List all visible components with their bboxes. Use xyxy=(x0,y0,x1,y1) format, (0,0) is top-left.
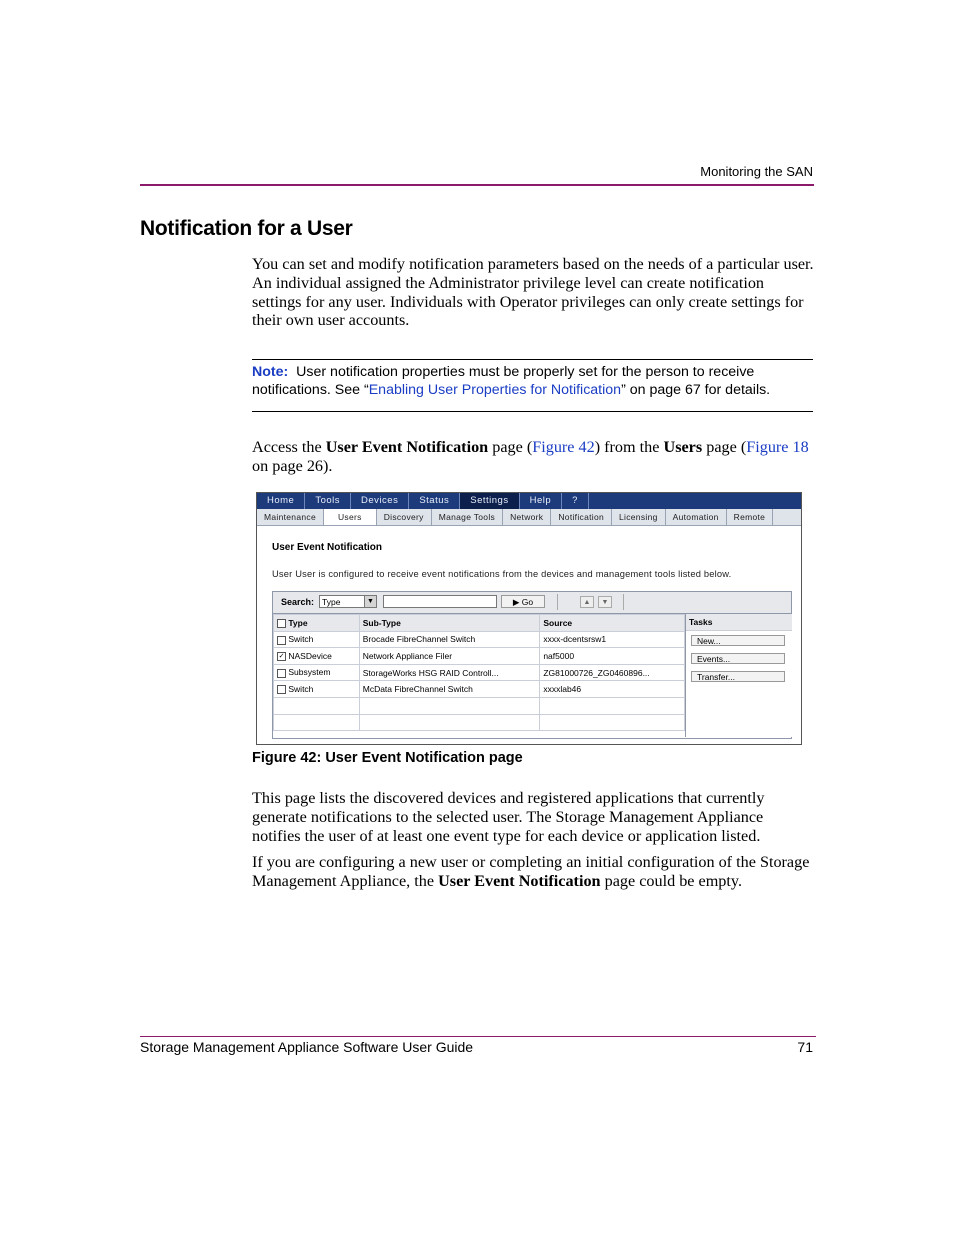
row-source: xxxx-dcentsrsw1 xyxy=(540,631,685,648)
new-button[interactable]: New... xyxy=(691,635,785,646)
top-tab-status[interactable]: Status xyxy=(409,493,460,509)
source-column-header[interactable]: Source xyxy=(540,615,685,632)
row-checkbox[interactable] xyxy=(277,685,286,694)
row-checkbox[interactable]: ✓ xyxy=(278,653,285,661)
sub-tab-maintenance[interactable]: Maintenance xyxy=(257,509,324,525)
tasks-header: Tasks xyxy=(686,614,792,631)
transfer-button[interactable]: Transfer... xyxy=(691,671,785,682)
note-text-after: ” on page 67 for details. xyxy=(621,381,771,398)
row-subtype: McData FibreChannel Switch xyxy=(359,681,540,698)
toolbar-separator xyxy=(557,594,558,610)
top-tab-settings[interactable]: Settings xyxy=(460,493,519,509)
note-link[interactable]: Enabling User Properties for Notification xyxy=(368,381,622,398)
figure-18-link[interactable]: Figure 18 xyxy=(746,438,809,456)
top-nav xyxy=(257,493,801,509)
note-bottom-rule xyxy=(252,411,813,412)
section-title: Notification for a User xyxy=(140,217,353,240)
text-run: ) from the xyxy=(594,438,664,456)
row-checkbox[interactable] xyxy=(277,669,286,678)
empty-row xyxy=(274,697,685,714)
sub-tab-licensing[interactable]: Licensing xyxy=(612,509,666,525)
text-run: page could be empty. xyxy=(600,871,742,890)
intro-paragraph: You can set and modify notification parameters based on the needs of a particular user. An individual assigned the Administrator privilege level can create notification settings for any user. Individuals with Operator privileges can only create settings for their own user accounts. xyxy=(252,255,814,330)
notification-panel xyxy=(272,591,792,739)
sub-tab-manage-tools[interactable]: Manage Tools xyxy=(432,509,503,525)
bold-run: Users xyxy=(663,438,703,456)
dropdown-arrow-icon: ▼ xyxy=(364,596,376,607)
sub-tab-users[interactable]: Users xyxy=(324,509,377,525)
header-rule xyxy=(140,184,814,186)
note-box xyxy=(252,364,813,399)
bold-run: User Event Notification xyxy=(438,871,601,890)
figure-caption: Figure 42: User Event Notification page xyxy=(252,750,523,766)
sub-tab-remote[interactable]: Remote xyxy=(727,509,774,525)
row-type: Switch xyxy=(288,634,314,645)
text-run: on page 26). xyxy=(252,456,333,475)
user-event-notification-screenshot xyxy=(256,492,802,745)
top-tab-tools[interactable]: Tools xyxy=(305,493,351,509)
column-label: Type xyxy=(288,617,308,628)
sub-tab-discovery[interactable]: Discovery xyxy=(377,509,432,525)
table-row[interactable] xyxy=(274,664,685,681)
note-top-rule xyxy=(252,359,813,360)
row-subtype: Brocade FibreChannel Switch xyxy=(359,631,540,648)
sub-tab-network[interactable]: Network xyxy=(503,509,551,525)
screen-description: User User is configured to receive event notifications from the devices and management tools listed below. xyxy=(272,569,732,579)
row-source: ZG81000726_ZG0460896... xyxy=(540,664,685,681)
sub-tab-notification[interactable]: Notification xyxy=(551,509,612,525)
figure-42-link[interactable]: Figure 42 xyxy=(532,438,595,456)
row-checkbox[interactable] xyxy=(277,636,286,645)
events-button[interactable]: Events... xyxy=(691,653,785,664)
empty-row xyxy=(274,714,685,731)
search-input[interactable] xyxy=(383,595,497,608)
search-label: Search: xyxy=(281,597,315,607)
footer-title: Storage Management Appliance Software User Guide xyxy=(140,1039,474,1055)
go-button[interactable]: ▶ Go xyxy=(501,595,545,608)
bold-run: User Event Notification xyxy=(325,438,489,456)
move-down-icon[interactable]: ▼ xyxy=(598,596,612,608)
table-row[interactable] xyxy=(274,631,685,648)
subtype-column-header[interactable]: Sub-Type xyxy=(359,615,540,632)
note-label: Note: xyxy=(252,364,289,380)
select-all-checkbox[interactable] xyxy=(277,619,286,628)
running-header: Monitoring the SAN xyxy=(700,164,813,179)
row-type: Switch xyxy=(288,684,314,695)
type-column-header[interactable] xyxy=(274,615,360,632)
sub-tab-automation[interactable]: Automation xyxy=(666,509,727,525)
access-paragraph xyxy=(252,438,814,476)
notification-table xyxy=(273,614,685,731)
search-type-select[interactable] xyxy=(319,595,377,608)
go-label: Go xyxy=(521,597,534,607)
row-source: naf5000 xyxy=(540,648,685,665)
text-run: page ( xyxy=(488,438,533,456)
row-subtype: Network Appliance Filer xyxy=(359,648,540,665)
top-tab-question[interactable]: ? xyxy=(562,493,589,509)
move-up-icon[interactable]: ▲ xyxy=(580,596,594,608)
footer-rule xyxy=(140,1036,816,1037)
sub-nav xyxy=(257,509,801,526)
table-header-row xyxy=(274,615,685,632)
table-row[interactable] xyxy=(274,648,685,665)
top-tab-home[interactable]: Home xyxy=(257,493,305,509)
table-row[interactable] xyxy=(274,681,685,698)
empty-state-paragraph xyxy=(252,853,814,891)
description-paragraph: This page lists the discovered devices and registered applications that currently generate notifications to the selected user. The Storage Management Appliance notifies the user of at least one event type for each device or application listed. xyxy=(252,789,765,845)
toolbar-separator xyxy=(623,594,624,610)
text-run: page ( xyxy=(702,438,747,456)
search-bar xyxy=(273,592,791,614)
top-tab-devices[interactable]: Devices xyxy=(351,493,409,509)
text-run: If you are configuring a new user or completing an initial configuration of the Storage Management Appliance, the xyxy=(252,853,810,890)
page-number: 71 xyxy=(797,1039,813,1055)
tasks-panel xyxy=(685,614,792,737)
search-select-value: Type xyxy=(322,597,341,607)
note-text-before: User notification properties must be properly set for the person to receive notifications. See “ xyxy=(252,364,755,398)
text-run: Access the xyxy=(252,438,326,456)
top-tab-help[interactable]: Help xyxy=(520,493,563,509)
row-subtype: StorageWorks HSG RAID Controll... xyxy=(359,664,540,681)
row-source: xxxxlab46 xyxy=(540,681,685,698)
row-type: Subsystem xyxy=(288,667,331,678)
screen-title: User Event Notification xyxy=(272,542,383,553)
row-type: NASDevice xyxy=(288,650,332,661)
